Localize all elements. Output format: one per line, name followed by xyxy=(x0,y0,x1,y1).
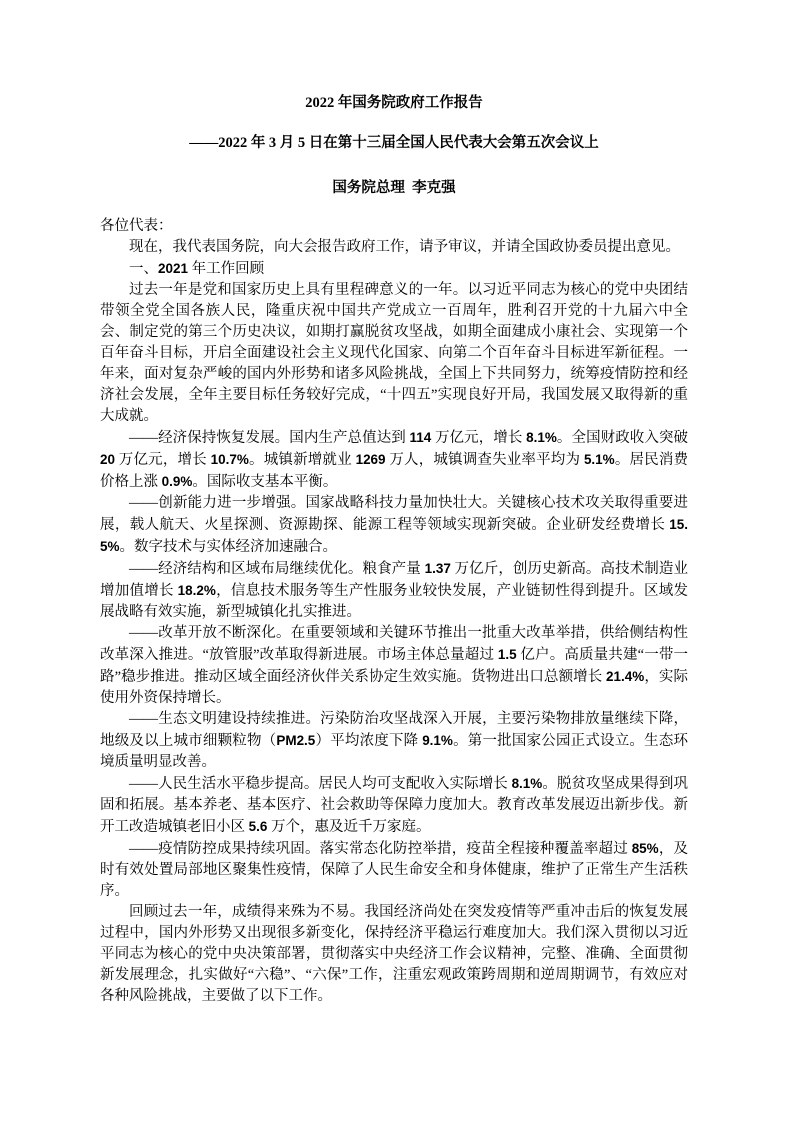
bold-number-run: 21.4% xyxy=(606,669,645,684)
text-run: 万个，惠及近千万家庭。 xyxy=(267,819,431,835)
text-run: 亿户。高质量共建“一带一路”稳步推进。推动区域全面经济伙伴关系协定生效实施。货物进出口总额增长 xyxy=(100,647,689,685)
paragraph xyxy=(100,258,688,280)
document-subtitle: ——2022 年 3 月 5 日在第十三届全国人民代表大会第五次会议上 xyxy=(189,135,599,151)
document-author-line: 国务院总理 李克强 xyxy=(332,180,456,196)
paragraph xyxy=(100,558,688,623)
text-run: 。国际收支基本平衡。 xyxy=(192,474,338,490)
text-run: 各位代表： xyxy=(100,218,173,234)
bold-number-run: 5.1% xyxy=(583,452,615,467)
bold-number-run: 18.2% xyxy=(177,583,216,598)
text-run: ——生态文明建设持续推进。污染防治攻坚战深入开展，主要污染物排放量继续下降，地级及以上城市细颗粒物（ xyxy=(100,711,688,749)
paragraph xyxy=(100,493,688,558)
text-run: 回顾过去一年，成绩得来殊为不易。我国经济尚处在突发疫情等严重冲击后的恢复发展过程中，国内外形势又出现很多新变化，保持经济平稳运行难度加大。我们深入贯彻以习近平同志为核心的党中央决策部署，贯彻落实中央经济工作会议精神，完整、准确、全面贯彻新发展理念，扎实做好“六稳”、“六保”工作，注重宏观政策跨周期和逆周期调节，有效应对各种风险挑战，主要做了以下工作。 xyxy=(100,904,688,1004)
bold-number-run: 8.1% xyxy=(526,430,557,445)
text-run: 万亿元，增长 xyxy=(431,430,527,446)
bold-number-run: 1.37 xyxy=(424,561,451,576)
paragraph xyxy=(100,773,688,838)
bold-number-run: 0.9% xyxy=(161,474,193,489)
text-run: ——经济结构和区域布局继续优化。粮食产量 xyxy=(129,561,425,577)
text-run: ——人民生活水平稳步提高。居民人均可支配收入实际增长 xyxy=(129,776,512,792)
document-title: 2022 年国务院政府工作报告 xyxy=(305,95,483,111)
bold-number-run: 1.5 xyxy=(497,647,517,662)
bold-number-run: 5.6 xyxy=(248,819,268,834)
document-body xyxy=(100,216,688,1007)
text-run: 万亿斤，创历史新高。高技术制造业增加值增长 xyxy=(100,561,689,599)
paragraph xyxy=(100,216,688,237)
text-run: ——创新能力进一步增强。国家战略科技力量加快壮大。关键核心技术攻关取得重要进展，载人航天、火星探测、资源勘探、能源工程等领域实现新突破。企业研发经费增长 xyxy=(100,495,688,533)
text-run: 万人，城镇调查失业率平均为 xyxy=(385,452,584,468)
bold-number-run: 10.7% xyxy=(210,452,249,467)
text-run: ，信息技术服务等生产性服务业较快发展，产业链韧性得到提升。区域发展战略有效实施，新型城镇化扎实推进。 xyxy=(100,583,689,620)
bold-number-run: 20 xyxy=(100,452,115,467)
text-run: 现在，我代表国务院，向大会报告政府工作，请予审议，并请全国政协委员提出意见。 xyxy=(129,239,680,255)
text-run: 。城镇新增就业 xyxy=(248,452,356,468)
text-run: ——疫情防控成果持续巩固。落实常态化防控举措，疫苗全程接种覆盖率超过 xyxy=(129,841,632,857)
paragraph xyxy=(100,838,688,902)
paragraph xyxy=(100,623,688,709)
text-run: 。第一批国家公园正式设立。生态环境质量明显改善。 xyxy=(100,733,689,770)
bold-number-run: 1269 xyxy=(355,452,386,467)
bold-number-run: 8.1% xyxy=(511,776,543,791)
bold-number-run: 2021 xyxy=(158,261,188,276)
text-run: 。全国财政收入突破 xyxy=(556,430,689,446)
text-run: 年工作回顾 xyxy=(187,261,265,277)
bold-number-run: 9.1% xyxy=(422,733,453,748)
paragraph xyxy=(100,280,688,427)
bold-number-run: 85% xyxy=(631,841,659,856)
bold-number-run: 114 xyxy=(409,430,432,445)
text-run: 。居民消费价格上涨 xyxy=(100,452,689,490)
text-run: 一、 xyxy=(129,261,158,277)
bold-number-run: PM2.5 xyxy=(276,733,316,748)
text-run: ——经济保持恢复发展。国内生产总值达到 xyxy=(129,430,410,446)
text-run: 。脱贫攻坚成果得到巩固和拓展。基本养老、基本医疗、社会救助等保障力度加大。教育改革发展迈出新步伐。新开工改造城镇老旧小区 xyxy=(100,776,689,835)
paragraph xyxy=(100,237,688,258)
text-run: 。数字技术与实体经济加速融合。 xyxy=(119,539,337,555)
text-run: 万亿元，增长 xyxy=(114,452,211,468)
text-run: 过去一年是党和国家历史上具有里程碑意义的一年。以习近平同志为核心的党中央团结带领全党全国各族人民，隆重庆祝中国共产党成立一百周年，胜利召开党的十九届六中全会、制定党的第三个历史决议，如期打赢脱贫攻坚战，如期全面建成小康社会、实现第一个百年奋斗目标，开启全面建设社会主义现代化国家、向第二个百年奋斗目标进军新征程。一年来，面对复杂严峻的国内外形势和诸多风险挑战，全国上下共同努力，统筹疫情防控和经济社会发展，全年主要目标任务较好完成，“十四五”实现良好开局，我国发展又取得新的重大成就。 xyxy=(100,282,688,424)
text-run: ，实际使用外资保持增长。 xyxy=(100,669,688,706)
paragraph xyxy=(100,427,688,493)
paragraph xyxy=(100,902,688,1007)
bold-number-run: 15.5% xyxy=(100,517,688,554)
text-run: ——改革开放不断深化。在重要领域和关键环节推出一批重大改革举措，供给侧结构性改革深入推进。“放管服”改革取得新进展。市场主体总量超过 xyxy=(100,625,688,663)
text-run: ，及时有效处置局部地区聚集性疫情，保障了人民生命安全和身体健康，维护了正常生产生活秩序。 xyxy=(100,841,689,899)
paragraph xyxy=(100,709,688,773)
text-run: ）平均浓度下降 xyxy=(315,733,423,749)
